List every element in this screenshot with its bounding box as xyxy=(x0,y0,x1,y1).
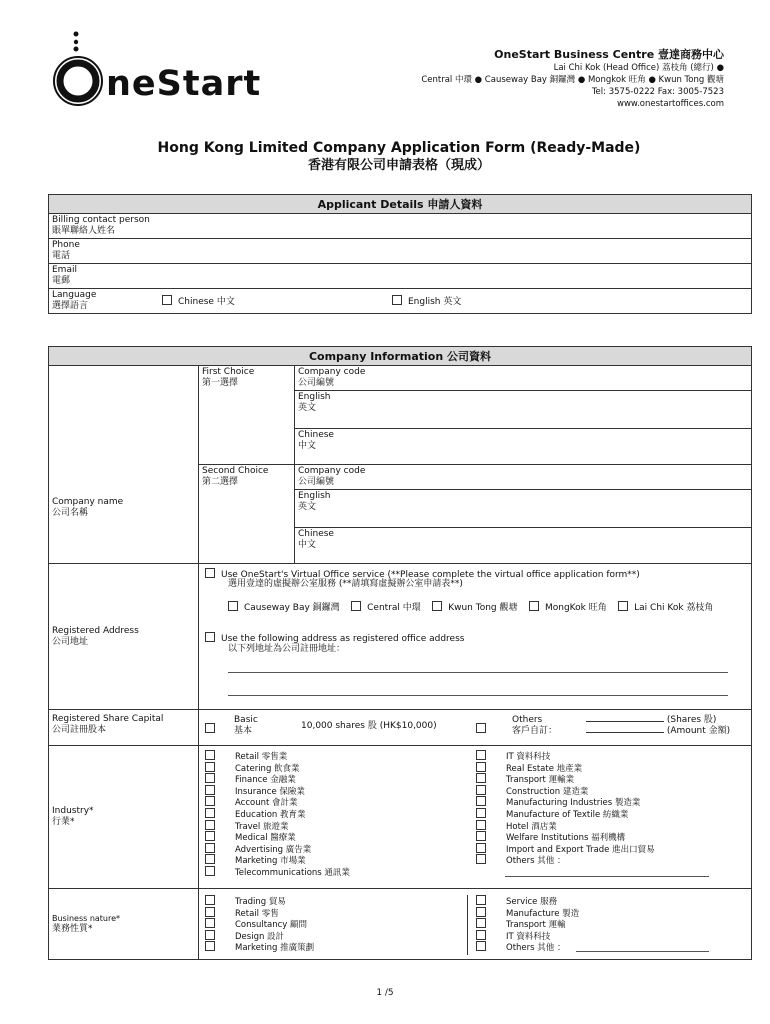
logo-text: neStart xyxy=(106,64,262,104)
option-item[interactable]: Others 其他 ： xyxy=(476,854,655,866)
option-item[interactable]: Consultancy 顧問 xyxy=(205,918,314,930)
basic-capital-checkbox[interactable] xyxy=(205,723,215,733)
applicant-header: Applicant Details 申請人資料 xyxy=(49,195,752,214)
checkbox[interactable] xyxy=(476,785,486,795)
virtual-office-option[interactable]: Use OneStart's Virtual Office service (**Please complete the virtual office application form**) xyxy=(205,568,640,581)
option-item[interactable]: Retail 零售業 xyxy=(205,750,350,762)
billing-row[interactable] xyxy=(49,214,752,239)
option-item[interactable]: Hotel 酒店業 xyxy=(476,820,655,832)
language-english-option[interactable]: English 英文 xyxy=(392,295,461,308)
company-name: OneStart Business Centre 壹達商務中心 xyxy=(494,48,724,61)
location-list xyxy=(228,601,713,614)
basic-label: Basic 基本 xyxy=(234,715,258,736)
nature-other-line[interactable] xyxy=(576,951,709,952)
language-label-en: Language xyxy=(52,290,97,300)
checkbox[interactable] xyxy=(476,750,486,760)
company-address-1: Lai Chi Kok (Head Office) 荔枝角 (總行) ● xyxy=(553,63,724,73)
checkbox[interactable] xyxy=(205,918,215,928)
checkbox[interactable] xyxy=(205,632,215,642)
option-item[interactable]: Account 會計業 xyxy=(205,796,350,808)
option-item[interactable]: Welfare Institutions 福利機構 xyxy=(476,831,655,843)
option-item[interactable]: Transport 運輸業 xyxy=(476,773,655,785)
registered-address-options xyxy=(199,564,752,710)
checkbox[interactable] xyxy=(162,295,172,305)
checkbox[interactable] xyxy=(476,773,486,783)
checkbox[interactable] xyxy=(476,843,486,853)
title-zh: 香港有限公司申請表格（現成） xyxy=(307,158,490,173)
checkbox[interactable] xyxy=(205,930,215,940)
nature-right-list xyxy=(476,895,579,953)
checkbox[interactable] xyxy=(205,796,215,806)
option-item[interactable]: Construction 建造業 xyxy=(476,785,655,797)
industry-options xyxy=(199,746,752,889)
company-website: www.onestartoffices.com xyxy=(617,99,724,109)
checkbox[interactable] xyxy=(392,295,402,305)
company-header-row: Company Information 公司資料 xyxy=(49,347,752,366)
checkbox[interactable] xyxy=(205,568,215,578)
option-item[interactable]: Manufacture 製造 xyxy=(476,907,579,919)
company-phone: Tel: 3575-0222 Fax: 3005-7523 xyxy=(591,87,724,97)
checkbox[interactable] xyxy=(476,762,486,772)
option-item[interactable]: Design 設計 xyxy=(205,930,314,942)
logo xyxy=(50,28,280,108)
language-chinese-option[interactable]: Chinese 中文 xyxy=(162,295,235,308)
custom-amount[interactable]: (Amount 金額) xyxy=(586,726,730,737)
share-capital-label: Registered Share Capital 公司註冊股本 xyxy=(49,710,199,746)
applicant-table xyxy=(48,194,752,314)
industry-other-line[interactable] xyxy=(505,876,709,877)
page-number: 1 /5 xyxy=(376,988,394,998)
option-item[interactable]: Finance 金融業 xyxy=(205,773,350,785)
option-item[interactable]: Trading 貿易 xyxy=(205,895,314,907)
email-label-en: Email xyxy=(52,265,77,275)
checkbox[interactable] xyxy=(476,796,486,806)
option-item[interactable]: Medical 醫療業 xyxy=(205,831,350,843)
location-option[interactable]: Causeway Bay 銅鑼灣 xyxy=(228,603,340,613)
checkbox[interactable] xyxy=(476,930,486,940)
registered-address-label: Registered Address 公司地址 xyxy=(49,564,199,710)
language-label-zh: 選擇語言 xyxy=(52,301,89,311)
option-item[interactable]: Manufacturing Industries 製造業 xyxy=(476,796,655,808)
checkbox[interactable] xyxy=(205,820,215,830)
email-label-zh: 電郵 xyxy=(52,276,71,286)
option-item[interactable]: IT 資料科技 xyxy=(476,750,655,762)
option-item[interactable]: Others 其他 ： xyxy=(476,941,579,953)
address-line-2[interactable] xyxy=(228,695,728,696)
industry-right-list xyxy=(476,750,655,866)
first-english-field[interactable]: English 英文 xyxy=(295,391,752,429)
page-title xyxy=(0,139,770,175)
billing-label-zh: 賬單聯絡人姓名 xyxy=(52,226,116,236)
industry-label: Industry* 行業* xyxy=(49,746,199,889)
option-item[interactable]: Service 服務 xyxy=(476,895,579,907)
others-label: Others 客戶自訂： xyxy=(512,715,558,736)
first-code-field[interactable]: Company code 公司編號 xyxy=(295,366,752,391)
checkbox[interactable] xyxy=(205,866,215,876)
checkbox[interactable] xyxy=(205,895,215,905)
checkbox[interactable] xyxy=(205,773,215,783)
checkbox[interactable] xyxy=(476,808,486,818)
phone-label-zh: 電話 xyxy=(52,251,71,261)
checkbox[interactable] xyxy=(205,854,215,864)
checkbox[interactable] xyxy=(476,854,486,864)
checkbox[interactable] xyxy=(205,785,215,795)
email-row[interactable] xyxy=(49,264,752,289)
checkbox[interactable] xyxy=(205,831,215,841)
own-address-option[interactable]: Use the following address as registered office address xyxy=(205,632,464,645)
custom-shares[interactable]: (Shares 股) xyxy=(586,715,716,726)
nature-left-list xyxy=(205,895,314,953)
location-option[interactable]: MongKok 旺角 xyxy=(529,603,607,613)
checkbox[interactable] xyxy=(205,843,215,853)
company-address-2: Central 中環 ● Causeway Bay 銅鑼灣 ● Mongkok 旺角 ● Kwun Tong 觀塘 xyxy=(421,75,724,85)
basic-value: 10,000 shares 股 (HK$10,000) xyxy=(301,721,437,731)
checkbox[interactable] xyxy=(476,941,486,951)
location-option[interactable]: Central 中環 xyxy=(351,603,421,613)
checkbox[interactable] xyxy=(205,907,215,917)
first-choice-label: First Choice 第一選擇 xyxy=(199,366,295,465)
option-item[interactable]: Manufacture of Textile 紡織業 xyxy=(476,808,655,820)
option-item[interactable]: Advertising 廣告業 xyxy=(205,843,350,855)
business-nature-options xyxy=(199,889,752,960)
address-line-1[interactable] xyxy=(228,672,728,673)
own-address-zh: 以下列地址為公司註冊地址： xyxy=(228,644,346,654)
others-capital-checkbox[interactable] xyxy=(476,723,486,733)
second-choice-label: Second Choice 第二選擇 xyxy=(199,465,295,564)
option-item[interactable]: Travel 旅遊業 xyxy=(205,820,350,832)
checkbox[interactable] xyxy=(205,750,215,760)
checkbox[interactable] xyxy=(205,808,215,818)
second-code-field[interactable]: Company code 公司編號 xyxy=(295,465,752,490)
checkbox[interactable] xyxy=(476,907,486,917)
option-item[interactable]: Marketing 推廣策劃 xyxy=(205,941,314,953)
divider xyxy=(467,895,468,955)
first-chinese-field[interactable]: Chinese 中文 xyxy=(295,429,752,465)
company-table xyxy=(48,346,752,960)
option-item[interactable]: Transport 運輸 xyxy=(476,918,579,930)
option-item[interactable]: Catering 飲食業 xyxy=(205,762,350,774)
location-option[interactable]: Kwun Tong 觀塘 xyxy=(432,603,517,613)
option-item[interactable]: Retail 零售 xyxy=(205,907,314,919)
company-name-label: Company name 公司名稱 xyxy=(49,366,199,564)
checkbox[interactable] xyxy=(476,895,486,905)
checkbox[interactable] xyxy=(476,918,486,928)
industry-left-list xyxy=(205,750,350,878)
virtual-office-zh: 選用壹達的虛擬辦公室服務 (**請填寫虛擬辦公室申請表**) xyxy=(228,579,463,589)
checkbox[interactable] xyxy=(205,941,215,951)
checkbox[interactable] xyxy=(476,820,486,830)
share-capital-options xyxy=(199,710,752,746)
option-item[interactable]: Education 教育業 xyxy=(205,808,350,820)
option-item[interactable]: IT 資料科技 xyxy=(476,930,579,942)
company-header xyxy=(421,47,724,110)
option-item[interactable]: Real Estate 地產業 xyxy=(476,762,655,774)
second-english-field[interactable]: English 英文 xyxy=(295,490,752,528)
phone-row[interactable] xyxy=(49,239,752,264)
second-chinese-field[interactable]: Chinese 中文 xyxy=(295,528,752,564)
checkbox[interactable] xyxy=(476,831,486,841)
option-item[interactable]: Import and Export Trade 進出口貿易 xyxy=(476,843,655,855)
checkbox[interactable] xyxy=(205,762,215,772)
location-option[interactable]: Lai Chi Kok 荔枝角 xyxy=(618,603,713,613)
business-nature-label: Business nature* 業務性質* xyxy=(49,889,199,960)
option-item[interactable]: Marketing 市場業 xyxy=(205,854,350,866)
title-en: Hong Kong Limited Company Application Form (Ready-Made) xyxy=(157,140,641,156)
option-item[interactable]: Telecommunications 通訊業 xyxy=(205,866,350,878)
billing-label-en: Billing contact person xyxy=(52,215,150,225)
option-item[interactable]: Insurance 保險業 xyxy=(205,785,350,797)
language-row xyxy=(49,289,752,314)
phone-label-en: Phone xyxy=(52,240,80,250)
